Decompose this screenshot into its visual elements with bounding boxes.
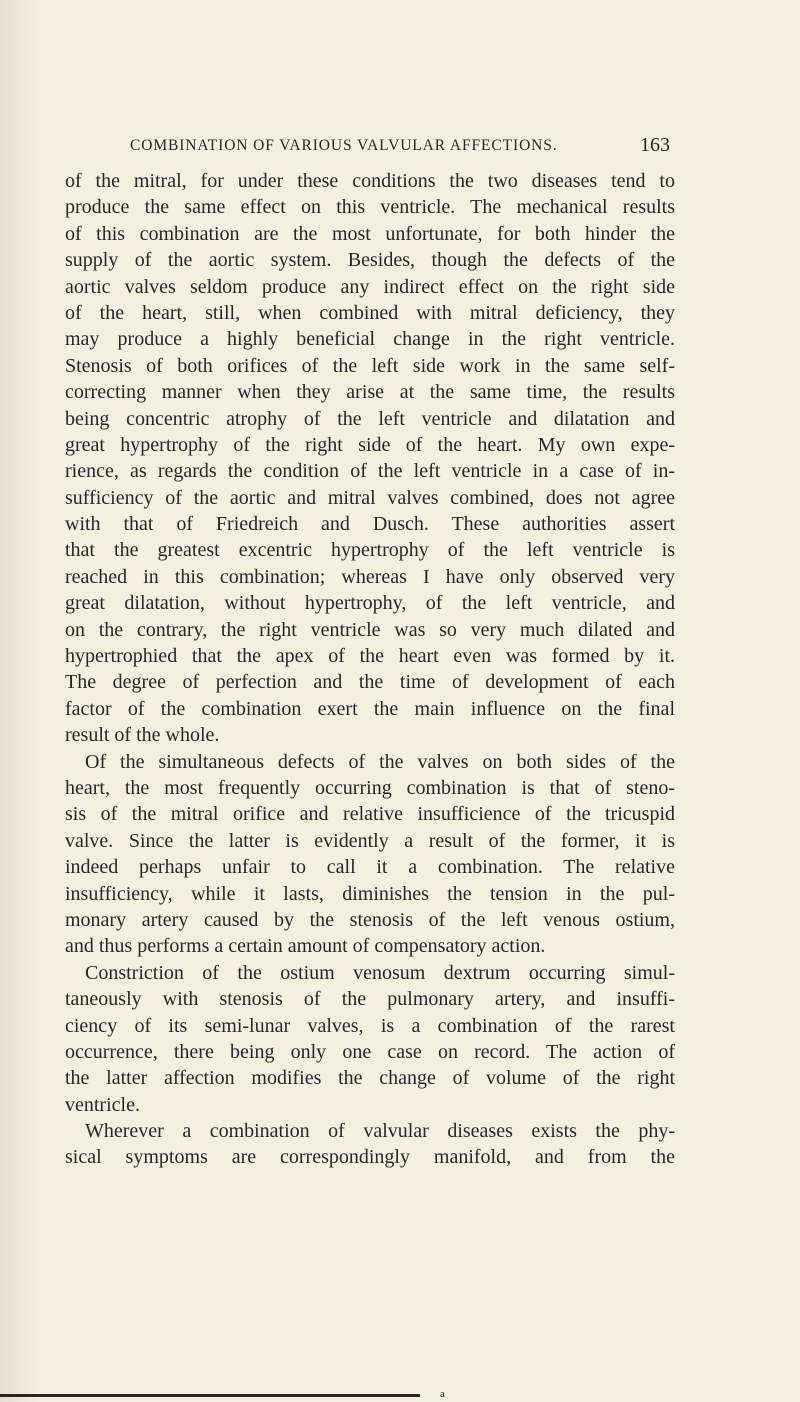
- text-line: of this combination are the most unfortunate, for both hinder the: [65, 222, 675, 245]
- text-line: great dilatation, without hypertrophy, of the left ventricle, and: [65, 592, 675, 615]
- text-line: monary artery caused by the stenosis of the left venous ostium,: [65, 908, 675, 931]
- text-line: reached in this combination; whereas I have only observed very: [65, 565, 675, 588]
- text-line: on the contrary, the right ventricle was so very much dilated and: [65, 618, 675, 641]
- page-number: 163: [640, 134, 670, 156]
- text-line: sical symptoms are correspondingly manifold, and from the: [65, 1146, 675, 1169]
- text-line: factor of the combination exert the main influence on the final: [65, 697, 675, 720]
- text-line: taneously with stenosis of the pulmonary artery, and insuffi-: [65, 988, 675, 1011]
- text-line: rience, as regards the condition of the left ventricle in a case of in-: [65, 460, 675, 483]
- text-line: insufficiency, while it lasts, diminishes the tension in the pul-: [65, 882, 675, 905]
- text-line: ciency of its semi-lunar valves, is a combination of the rarest: [65, 1014, 675, 1037]
- paragraph-start-line: Of the simultaneous defects of the valves on both sides of the: [85, 750, 675, 773]
- text-line: hypertrophied that the apex of the heart even was formed by it.: [65, 645, 675, 668]
- paragraph-end-line: and thus performs a certain amount of compensatory action.: [65, 935, 546, 958]
- text-line: aortic valves seldom produce any indirect effect on the right side: [65, 275, 675, 298]
- text-line: sufficiency of the aortic and mitral valves combined, does not agree: [65, 486, 675, 509]
- text-line: great hypertrophy of the right side of the heart. My own expe-: [65, 433, 675, 456]
- text-line: supply of the aortic system. Besides, though the defects of the: [65, 249, 675, 272]
- text-line: indeed perhaps unfair to call it a combination. The relative: [65, 856, 675, 879]
- text-line: the latter affection modifies the change of volume of the right: [65, 1067, 675, 1090]
- running-title: COMBINATION OF VARIOUS VALVULAR AFFECTIONS.: [130, 137, 558, 154]
- paragraph-end-line: result of the whole.: [65, 724, 220, 747]
- text-line: The degree of perfection and the time of development of each: [65, 671, 675, 694]
- text-line: that the greatest excentric hypertrophy of the left ventricle is: [65, 539, 675, 562]
- text-line: heart, the most frequently occurring combination is that of steno-: [65, 776, 675, 799]
- text-line: Stenosis of both orifices of the left side work in the same self-: [65, 354, 675, 377]
- running-head: [130, 134, 670, 159]
- signature-mark: a: [440, 1388, 445, 1400]
- text-line: sis of the mitral orifice and relative insufficience of the tricuspid: [65, 803, 675, 826]
- footer-rule: [0, 1394, 420, 1397]
- text-line: produce the same effect on this ventricle. The mechanical results: [65, 196, 675, 219]
- text-line: being concentric atrophy of the left ventricle and dilatation and: [65, 407, 675, 430]
- text-line: occurrence, there being only one case on record. The action of: [65, 1040, 675, 1063]
- text-line: of the heart, still, when combined with mitral deficiency, they: [65, 301, 675, 324]
- text-line: of the mitral, for under these conditions the two diseases tend to: [65, 170, 675, 192]
- text-line: correcting manner when they arise at the same time, the results: [65, 381, 675, 404]
- body-text: [65, 168, 675, 1171]
- paragraph-start-line: Wherever a combination of valvular diseases exists the phy-: [85, 1120, 675, 1143]
- text-line: may produce a highly beneficial change in the right ventricle.: [65, 328, 675, 351]
- text-line: valve. Since the latter is evidently a result of the former, it is: [65, 829, 675, 852]
- paragraph-end-line: ventricle.: [65, 1093, 140, 1116]
- text-line: with that of Friedreich and Dusch. These authorities assert: [65, 513, 675, 536]
- paragraph-start-line: Constriction of the ostium venosum dextrum occurring simul-: [85, 961, 675, 984]
